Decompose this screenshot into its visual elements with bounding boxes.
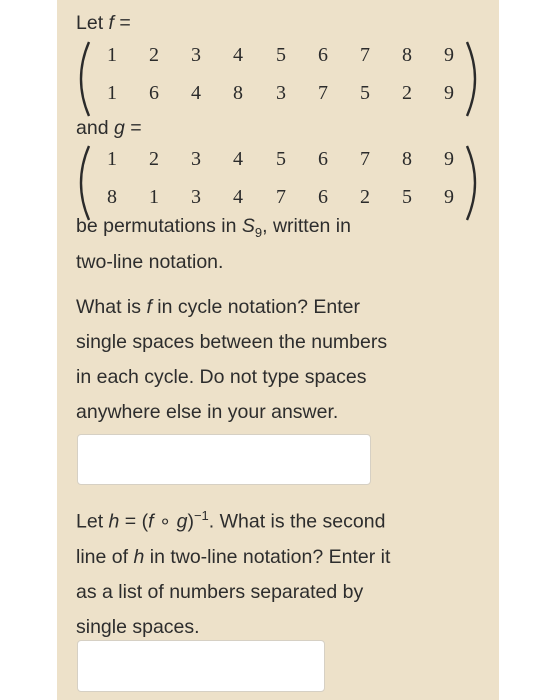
left-parenthesis — [71, 40, 93, 118]
h-symbol: h — [133, 545, 145, 568]
compose-operator: ∘ — [153, 510, 177, 533]
equals-sign: = — [124, 117, 142, 139]
perm-f-top-cell: 1 — [107, 44, 117, 66]
perm-f-bottom-cell: 9 — [444, 82, 454, 104]
perm-f-top-cell: 7 — [360, 44, 370, 66]
perm-f-bottom-cell: 3 — [276, 82, 286, 104]
question-2-line-3: as a list of numbers separated by — [76, 580, 364, 603]
perm-g-bottom-cell: 2 — [360, 186, 370, 208]
s-subscript: 9 — [254, 224, 263, 240]
g-symbol: g — [113, 117, 125, 139]
perm-g-top-cell: 6 — [318, 148, 328, 170]
perm-f-bottom-cell: 4 — [191, 82, 201, 104]
perm-g-bottom-cell: 4 — [233, 186, 243, 208]
perm-f-top-cell: 8 — [402, 44, 412, 66]
question-1-text — [76, 290, 387, 430]
permutation-f-matrix — [71, 44, 491, 118]
perm-f-bottom-cell: 5 — [360, 82, 370, 104]
perm-f-bottom-cell: 7 — [318, 82, 328, 104]
perm-g-bottom-cell: 1 — [149, 186, 159, 208]
perm-g-bottom-cell: 9 — [444, 186, 454, 208]
perm-g-bottom-cell: 6 — [318, 186, 328, 208]
second-line-answer-input[interactable] — [77, 640, 325, 692]
perm-g-bottom-cell: 3 — [191, 186, 201, 208]
perm-g-bottom-cell: 8 — [107, 186, 117, 208]
perm-f-top-cell: 4 — [233, 44, 243, 66]
q2-text: . What is the second — [208, 510, 386, 533]
right-parenthesis — [463, 144, 485, 222]
f-symbol: f — [148, 510, 154, 533]
perm-g-top-cell: 8 — [402, 148, 412, 170]
q2-text: Let — [76, 510, 109, 533]
and-label: and — [76, 117, 114, 139]
perm-f-top-cell: 9 — [444, 44, 454, 66]
question-2-line-2 — [76, 540, 390, 575]
q1-text: What is — [76, 296, 147, 318]
perm-g-top-cell: 1 — [107, 148, 117, 170]
notation-text: two-line notation. — [76, 251, 224, 273]
perm-f-top-cell: 6 — [318, 44, 328, 66]
perm-f-top-cell: 3 — [191, 44, 201, 66]
inverse-superscript: −1 — [193, 508, 209, 523]
perm-f-bottom-cell: 6 — [149, 82, 159, 104]
q1-text: in cycle notation? Enter — [151, 296, 360, 318]
cycle-notation-answer-input[interactable] — [77, 434, 371, 485]
perm-f-bottom-cell: 2 — [402, 82, 412, 104]
perm-g-top-cell: 4 — [233, 148, 243, 170]
question-2-line-4: single spaces. — [76, 615, 200, 638]
perm-f-bottom-cell: 1 — [107, 82, 117, 104]
let-f-line — [76, 6, 131, 41]
f-symbol: f — [146, 296, 152, 318]
written-in-text: , written in — [262, 215, 351, 237]
perm-f-top-cell: 2 — [149, 44, 159, 66]
perm-g-top-cell: 5 — [276, 148, 286, 170]
perm-g-bottom-cell: 7 — [276, 186, 286, 208]
h-symbol: h — [108, 510, 120, 533]
question-2-line-1 — [76, 498, 390, 540]
notation-line — [76, 245, 223, 280]
and-g-line — [76, 111, 142, 146]
permutations-line — [76, 209, 351, 250]
perm-g-bottom-cell: 5 — [402, 186, 412, 208]
right-parenthesis — [463, 40, 485, 118]
question-1-line-1 — [76, 290, 387, 325]
perm-f-top-cell: 5 — [276, 44, 286, 66]
q2-text: line of — [76, 545, 134, 568]
question-1-line-4: anywhere else in your answer. — [76, 401, 339, 423]
perm-g-top-cell: 7 — [360, 148, 370, 170]
perm-g-top-cell: 3 — [191, 148, 201, 170]
permutations-text: be permutations in — [76, 215, 242, 237]
question-2-text — [76, 498, 390, 645]
g-symbol: g — [176, 510, 188, 533]
perm-g-top-cell: 2 — [149, 148, 159, 170]
q2-text: = ( — [119, 510, 149, 533]
perm-g-top-cell: 9 — [444, 148, 454, 170]
q2-text: in two-line notation? Enter it — [144, 545, 391, 568]
let-label: Let — [76, 12, 109, 34]
question-1-line-3: in each cycle. Do not type spaces — [76, 366, 367, 388]
q2-text: ) — [187, 510, 194, 533]
question-1-line-2: single spaces between the numbers — [76, 331, 388, 353]
perm-f-bottom-cell: 8 — [233, 82, 243, 104]
equals-sign: = — [113, 12, 131, 34]
question-card — [57, 0, 499, 700]
f-symbol: f — [108, 12, 114, 34]
s-symbol: S — [241, 215, 255, 237]
